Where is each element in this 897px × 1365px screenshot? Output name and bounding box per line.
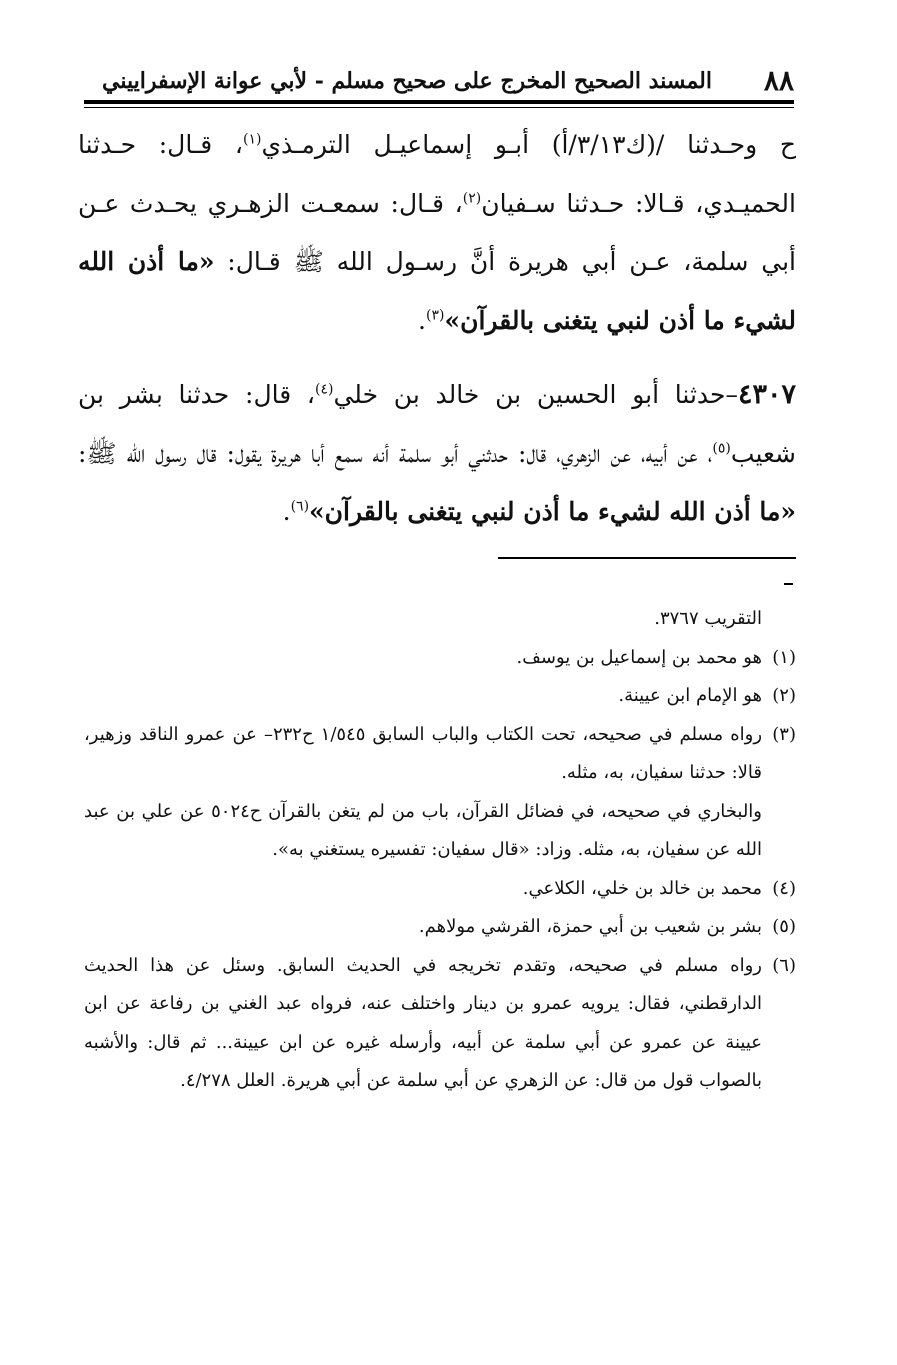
footnote-3-continued — [84, 793, 796, 870]
text-run: . — [272, 839, 278, 860]
footnote-number: (٥) — [772, 916, 796, 937]
text-run: ، قال: حدثنا بشر بن شعيب — [78, 380, 796, 468]
running-title: المسند الصحيح المخرج على صحيح مسلم - لأبي عوانة الإسفراييني — [102, 68, 712, 94]
text-run: ، عن أبيه، عن الزهري، قال: حدثني أبو سلمة أنه سمع أبا هريرة يقول: قال رسول الله ﷺ: — [78, 438, 713, 468]
footnote-number: (٣) — [772, 723, 796, 745]
hadith-quote-1: «ما أذن الله لشيء ما أذن لنبي يتغنى بالقرآن» — [78, 247, 796, 335]
footnote-4 — [84, 870, 796, 909]
footnotes — [84, 600, 796, 1101]
footnote-ref-5: (٥) — [712, 440, 731, 457]
footnote-3 — [84, 716, 796, 793]
footnote-text: رواه مسلم في صحيحه، تحت الكتاب والباب السابق ١/٥٤٥ ح٢٣٢– عن عمرو الناقد وزهير، قالا: حدثنا سفيان، به، مثله. — [84, 723, 763, 783]
footnote-ref-4: (٤) — [315, 381, 334, 398]
header-rule-thin — [84, 107, 794, 108]
dash-mark — [784, 583, 793, 585]
footnote-text: هو محمد بن إسماعيل بن يوسف. — [516, 646, 762, 668]
text-run: . — [282, 497, 291, 526]
footnote-2 — [84, 677, 796, 716]
footnote-text: رواه مسلم في صحيحه، وتقدم تخريجه في الحديث السابق. وسئل عن هذا الحديث الدارقطني، فقال: يرويه عمرو بن دينار واختلف عنه، فرواه عبد الغني بن رفاعة عن ابن عيينة عن عمرو عن أبي سلمة عن أبيه، وأرسله غيره عن ابن عيينة... ثم قال: والأشبه بالصواب قول من قال: عن الزهري عن أبي سلمة عن أبي هريرة. العلل ٤/٢٧٨. — [84, 954, 762, 1091]
footnote-ref-6: (٦) — [290, 498, 310, 515]
main-text — [78, 116, 796, 542]
footnote-text: بشر بن شعيب بن أبي حمزة، القرشي مولاهم. — [418, 916, 762, 937]
quoted-addition: «قال سفيان: تفسيره يستغني به» — [277, 839, 530, 860]
footnote-number: (٦) — [772, 954, 796, 976]
page-header — [84, 62, 794, 102]
footnote-separator — [498, 557, 796, 559]
footnote-carryover: التقريب ٣٧٦٧. — [654, 608, 762, 629]
paragraph-2 — [78, 366, 796, 542]
header-rule-thick — [84, 100, 794, 104]
hadith-number: ٤٣٠٧ — [737, 379, 796, 410]
text-run: ح وحـدثنا /(ك٣/١٣/أ) أبـو إسماعيـل الترمـذي — [261, 130, 797, 159]
footnote-number: (٤) — [772, 877, 796, 899]
text-run: –حدثنا أبو الحسين بن خالد بن خلي — [333, 380, 738, 409]
text-run: . — [418, 305, 426, 335]
paragraph-1 — [78, 116, 796, 350]
footnote-text: هو الإمام ابن عيينة. — [618, 685, 762, 706]
text-run: ، قـال: سمعـت الزهـري يحـدث عـن أبي سلمة، عـن أبي هريرة أنَّ رسـول الله ﷺ قـال: — [78, 188, 796, 276]
text-run: ، قـال: حـدثنا الحميـدي، قـالا: حـدثنا سـفيان — [78, 130, 796, 218]
footnote-ref-1: (١) — [243, 131, 262, 148]
footnote-number: (٢) — [772, 685, 796, 706]
page-number: ٨٨ — [763, 64, 794, 97]
hadith-quote-2: «ما أذن الله لشيء ما أذن لنبي يتغنى بالقرآن» — [309, 497, 796, 526]
footnote-text: محمد بن خالد بن خلي، الكلاعي. — [522, 877, 762, 899]
footnote-ref-3: (٣) — [426, 307, 445, 324]
footnote-1 — [84, 639, 796, 678]
footnote-number: (١) — [772, 646, 796, 668]
text-run: والبخاري في صحيحه، في فضائل القرآن، باب من لم يتغن بالقرآن ح٥٠٢٤ عن علي بن عبد الله عن سفيان، به، مثله. وزاد: — [84, 800, 762, 860]
footnote-6 — [84, 947, 796, 1101]
footnote-ref-2: (٢) — [462, 190, 482, 207]
footnote-5 — [84, 908, 796, 947]
